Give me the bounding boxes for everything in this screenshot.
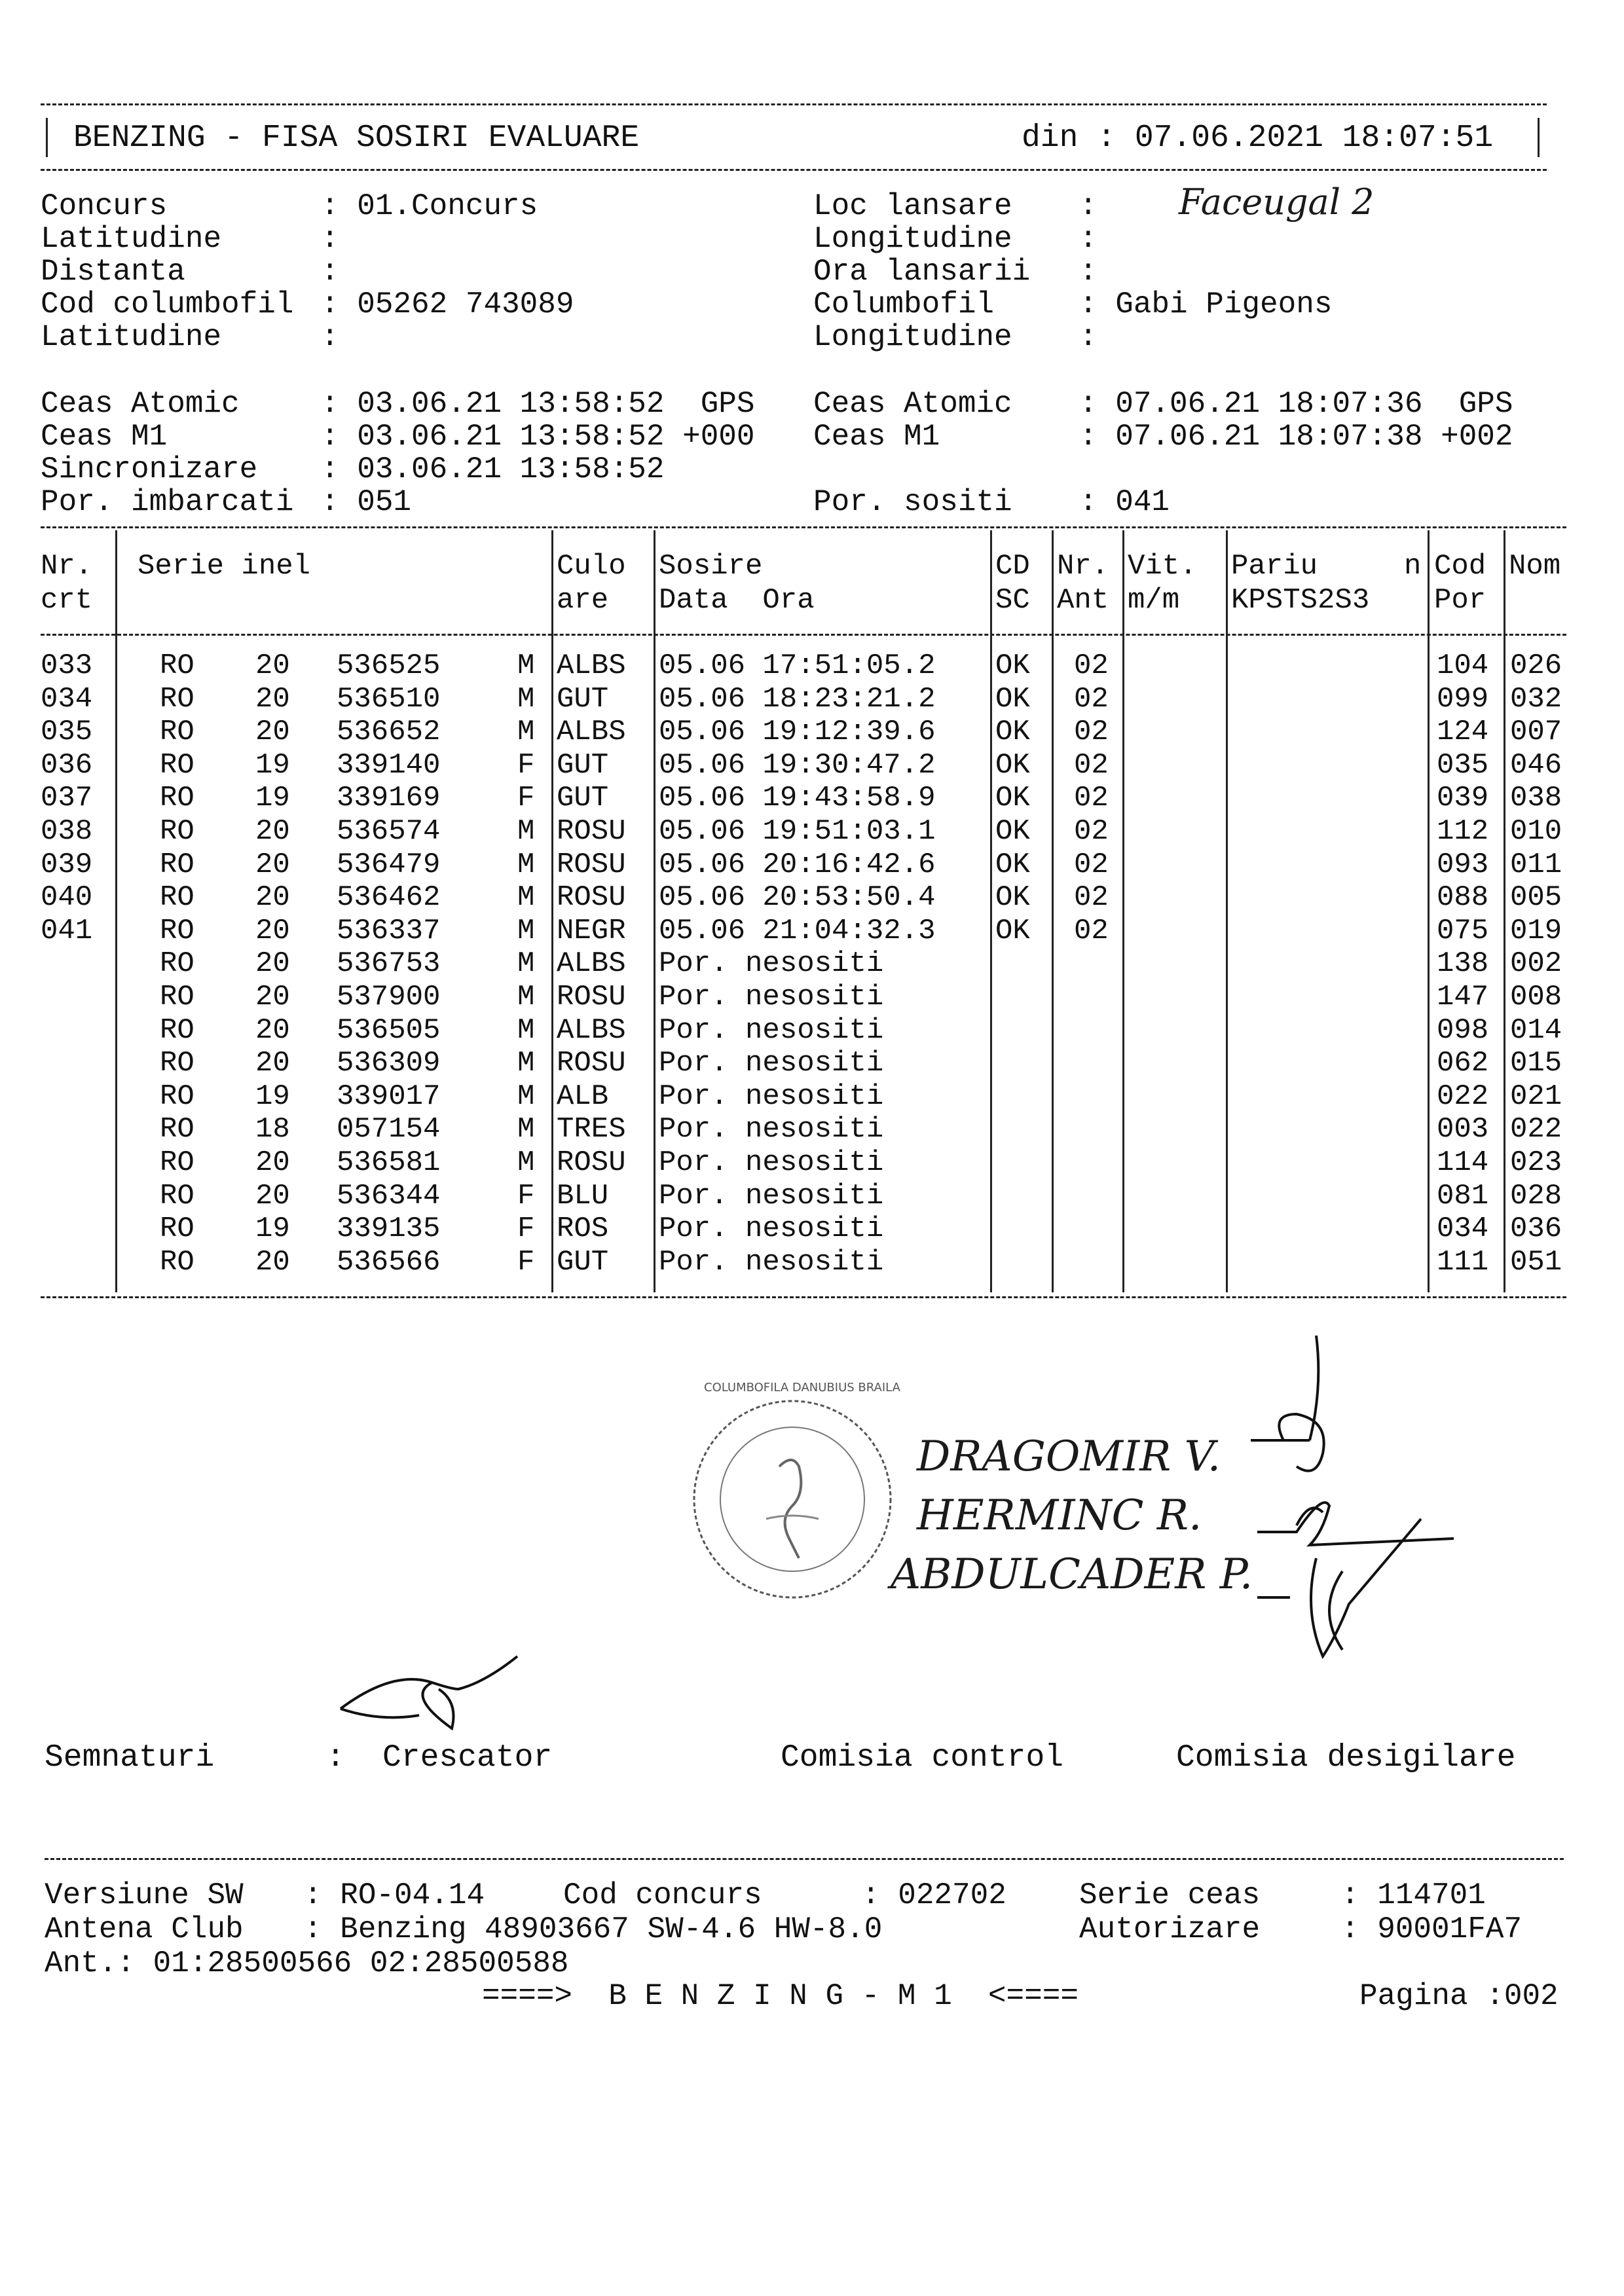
- table-cell-sosire: 05.06 19:12:39.6: [659, 716, 936, 749]
- table-cell-tara: RO: [160, 914, 194, 947]
- table-cell-tara: RO: [160, 1113, 194, 1146]
- table-cell-cod: 112: [1437, 815, 1489, 848]
- table-header-nr-line2: crt: [41, 584, 93, 617]
- clock-value-atomic-end: : 07.06.21 18:07:36 GPS: [1079, 387, 1513, 421]
- table-cell-nom: 036: [1510, 1212, 1562, 1246]
- table-cell-nr: 037: [41, 782, 93, 815]
- table-cell-culoare: GUT: [557, 782, 609, 815]
- table-cell-ant: 02: [1074, 815, 1109, 848]
- table-cell-serie: 536525: [337, 649, 441, 682]
- table-cell-serie: 536510: [337, 682, 441, 716]
- table-cell-serie: 536462: [337, 881, 441, 915]
- table-cell-culoare: ROS: [557, 1212, 609, 1246]
- table-cell-nom: 008: [1510, 981, 1562, 1013]
- table-cell-ant: 02: [1074, 782, 1109, 815]
- table-cell-ant: 02: [1074, 682, 1109, 716]
- table-cell-nr: 039: [41, 848, 93, 881]
- table-cell-an: 19: [255, 748, 290, 782]
- clock-label-sositi: Por. sositi: [813, 485, 1012, 519]
- table-cell-an: 20: [255, 947, 290, 981]
- table-cell-culoare: ROSU: [557, 848, 626, 881]
- table-cell-an: 20: [255, 981, 290, 1013]
- table-cell-ant: 02: [1074, 716, 1109, 749]
- table-cell-serie: 339017: [337, 1080, 441, 1113]
- table-header-cd-line2: SC: [995, 584, 1030, 617]
- table-cell-serie: 339135: [337, 1212, 441, 1246]
- footer-versiune-label: Versiune SW: [45, 1878, 244, 1912]
- signatures-label: Semnaturi: [45, 1740, 215, 1776]
- table-cell-tara: RO: [160, 1212, 194, 1246]
- stamp-text: COLUMBOFILA DANUBIUS BRAILA: [704, 1381, 900, 1394]
- table-cell-sex: M: [517, 1080, 535, 1113]
- table-cell-culoare: ROSU: [557, 1146, 626, 1179]
- table-cell-cod: 099: [1437, 682, 1489, 716]
- table-cell-sosire: Por. nesositi: [659, 1113, 884, 1146]
- table-cell-nom: 022: [1510, 1113, 1562, 1146]
- table-cell-sosire: Por. nesositi: [659, 981, 884, 1013]
- table-cell-serie: 536344: [337, 1179, 441, 1212]
- table-cell-culoare: ROSU: [557, 815, 626, 848]
- table-cell-culoare: NEGR: [557, 914, 626, 947]
- table-cell-nom: 002: [1510, 947, 1562, 981]
- table-cell-sex: M: [517, 947, 535, 981]
- table-cell-tara: RO: [160, 947, 194, 981]
- info-value-cod-columbofil: : 05262 743089: [321, 287, 574, 321]
- header-right-border: [1538, 118, 1540, 157]
- footer-antena-value: : Benzing 48903667 SW-4.6 HW-8.0: [304, 1912, 883, 1946]
- commission-name-1: DRAGOMIR V.: [917, 1432, 1221, 1481]
- table-cell-nom: 032: [1510, 682, 1562, 716]
- clock-value-sincronizare: : 03.06.21 13:58:52: [321, 452, 665, 486]
- table-cell-cod: 147: [1437, 981, 1489, 1013]
- table-header-sosire-line1: Sosire: [659, 550, 763, 583]
- footer-ant-line: Ant.: 01:28500566 02:28500588: [45, 1946, 569, 1980]
- table-cell-cd: OK: [995, 881, 1030, 915]
- table-cell-an: 20: [255, 682, 290, 716]
- commission-name-3: ABDULCADER P.: [891, 1550, 1253, 1599]
- info-value-columbofil: : Gabi Pigeons: [1079, 287, 1333, 321]
- table-cell-cd: OK: [995, 716, 1030, 749]
- footer-serie-ceas-value: : 114701: [1341, 1878, 1486, 1912]
- table-header-sosire-line2: Data Ora: [659, 584, 815, 617]
- info-value-longitudine-2: :: [1079, 320, 1098, 354]
- table-header-culo-line2: are: [557, 584, 609, 617]
- table-cell-an: 19: [255, 1212, 290, 1246]
- clock-value-atomic-start: : 03.06.21 13:58:52 GPS: [321, 387, 755, 421]
- table-cell-cod: 104: [1437, 649, 1489, 682]
- table-cell-serie: 536753: [337, 947, 441, 981]
- table-cell-cod: 088: [1437, 881, 1489, 915]
- table-cell-nom: 038: [1510, 782, 1562, 815]
- table-cell-an: 19: [255, 1080, 290, 1113]
- table-cell-an: 20: [255, 1146, 290, 1179]
- table-cell-sosire: 05.06 19:43:58.9: [659, 782, 936, 815]
- table-cell-an: 18: [255, 1113, 290, 1146]
- table-cell-tara: RO: [160, 815, 194, 848]
- table-cell-nr: 035: [41, 716, 93, 749]
- handwritten-location: Faceugal 2: [1179, 181, 1375, 223]
- table-cell-tara: RO: [160, 881, 194, 915]
- footer-cod-concurs-label: Cod concurs: [563, 1878, 762, 1912]
- table-cell-sex: M: [517, 716, 535, 749]
- table-cell-nom: 021: [1510, 1080, 1562, 1113]
- table-cell-tara: RO: [160, 748, 194, 782]
- table-column-divider: [551, 530, 553, 1292]
- table-cell-tara: RO: [160, 981, 194, 1013]
- table-cell-serie: 339169: [337, 782, 441, 815]
- table-cell-sosire: Por. nesositi: [659, 1013, 884, 1047]
- table-column-divider: [1504, 530, 1505, 1292]
- table-cell-nom: 011: [1510, 848, 1562, 881]
- table-cell-sex: M: [517, 1013, 535, 1047]
- table-cell-tara: RO: [160, 1245, 194, 1279]
- table-header-pariu-line2: KPSTS2S3: [1231, 584, 1370, 617]
- info-label-distanta: Distanta: [41, 255, 185, 289]
- table-cell-an: 20: [255, 649, 290, 682]
- table-cell-serie: 536505: [337, 1013, 441, 1047]
- table-cell-culoare: ALBS: [557, 716, 626, 749]
- footer-antena-label: Antena Club: [45, 1912, 244, 1946]
- info-value-latitudine-2: :: [321, 320, 339, 354]
- table-header-culo-line1: Culo: [557, 550, 626, 583]
- table-cell-culoare: BLU: [557, 1179, 609, 1212]
- table-cell-tara: RO: [160, 1080, 194, 1113]
- table-cell-tara: RO: [160, 1047, 194, 1080]
- table-column-divider: [1226, 530, 1228, 1292]
- signature-comisia-control: Comisia control: [781, 1740, 1064, 1776]
- table-cell-cod: 035: [1437, 748, 1489, 782]
- table-cell-sex: M: [517, 848, 535, 881]
- table-header-cd-line1: CD: [995, 550, 1030, 583]
- table-cell-an: 20: [255, 914, 290, 947]
- table-cell-tara: RO: [160, 782, 194, 815]
- clock-label-atomic-end: Ceas Atomic: [813, 387, 1012, 421]
- table-cell-cod: 003: [1437, 1113, 1489, 1146]
- table-cell-serie: 536309: [337, 1047, 441, 1080]
- footer-rule: [45, 1858, 1564, 1860]
- table-cell-sosire: 05.06 21:04:32.3: [659, 914, 936, 947]
- clock-value-sositi: : 041: [1079, 485, 1170, 519]
- clock-value-m1-end: : 07.06.21 18:07:38 +002: [1079, 420, 1513, 454]
- table-header-serie-line1: Serie inel: [138, 550, 311, 583]
- info-label-longitudine-2: Longitudine: [813, 320, 1012, 354]
- info-label-longitudine: Longitudine: [813, 222, 1012, 256]
- table-cell-sosire: 05.06 18:23:21.2: [659, 682, 936, 716]
- table-cell-cod: 138: [1437, 947, 1489, 981]
- table-cell-sex: M: [517, 1113, 535, 1146]
- commission-signatures: [1244, 1309, 1506, 1676]
- table-cell-ant: 02: [1074, 848, 1109, 881]
- table-cell-ant: 02: [1074, 649, 1109, 682]
- footer-autorizare-value: : 90001FA7: [1341, 1912, 1522, 1946]
- footer-versiune-value: : RO-04.14: [304, 1878, 485, 1912]
- clock-value-m1-start: : 03.06.21 13:58:52 +000: [321, 420, 755, 454]
- table-cell-nom: 026: [1510, 649, 1562, 682]
- clock-label-m1-end: Ceas M1: [813, 420, 940, 454]
- table-cell-cd: OK: [995, 815, 1030, 848]
- table-cell-sosire: 05.06 20:16:42.6: [659, 848, 936, 881]
- table-cell-serie: 536337: [337, 914, 441, 947]
- table-cell-culoare: ALB: [557, 1080, 609, 1113]
- table-cell-nr: 036: [41, 748, 93, 782]
- info-label-concurs: Concurs: [41, 189, 168, 223]
- table-cell-sosire: Por. nesositi: [659, 1212, 884, 1246]
- table-cell-cod: 124: [1437, 716, 1489, 749]
- table-cell-culoare: ROSU: [557, 1047, 626, 1080]
- table-cell-nom: 023: [1510, 1146, 1562, 1179]
- breeder-signature: [327, 1643, 537, 1748]
- table-cell-an: 20: [255, 1047, 290, 1080]
- table-cell-cd: OK: [995, 848, 1030, 881]
- table-cell-an: 20: [255, 1013, 290, 1047]
- table-cell-sex: M: [517, 682, 535, 716]
- table-header-ant-line1: Nr.: [1057, 550, 1109, 583]
- table-cell-culoare: TRES: [557, 1113, 626, 1146]
- info-label-latitudine-2: Latitudine: [41, 320, 222, 354]
- table-cell-sosire: Por. nesositi: [659, 1047, 884, 1080]
- table-header-nom-line1: Nom: [1509, 550, 1561, 583]
- table-cell-sex: M: [517, 981, 535, 1013]
- table-cell-cod: 039: [1437, 782, 1489, 815]
- table-cell-cod: 098: [1437, 1013, 1489, 1047]
- table-cell-sex: M: [517, 914, 535, 947]
- table-cell-nr: 033: [41, 649, 93, 682]
- table-column-divider: [115, 530, 117, 1292]
- footer-autorizare-label: Autorizare: [1079, 1912, 1261, 1946]
- table-cell-sosire: Por. nesositi: [659, 947, 884, 981]
- table-cell-culoare: ALBS: [557, 649, 626, 682]
- table-cell-tara: RO: [160, 1013, 194, 1047]
- info-label-cod-columbofil: Cod columbofil: [41, 287, 294, 321]
- table-cell-sex: M: [517, 1047, 535, 1080]
- table-cell-an: 20: [255, 881, 290, 915]
- table-header-vit-line2: m/m: [1128, 584, 1180, 617]
- table-cell-an: 20: [255, 1245, 290, 1279]
- table-cell-nr: 040: [41, 881, 93, 915]
- table-cell-culoare: ROSU: [557, 881, 626, 915]
- clock-value-imbarcati: : 051: [321, 485, 412, 519]
- table-cell-nom: 014: [1510, 1013, 1562, 1047]
- table-cell-nom: 046: [1510, 748, 1562, 782]
- table-cell-nom: 010: [1510, 815, 1562, 848]
- club-stamp: [681, 1388, 904, 1611]
- table-cell-serie: 536479: [337, 848, 441, 881]
- table-cell-serie: 537900: [337, 981, 441, 1013]
- sheet-date: din : 07.06.2021 18:07:51: [1022, 120, 1494, 156]
- table-cell-an: 20: [255, 815, 290, 848]
- header-left-border: [46, 118, 48, 157]
- table-cell-sex: F: [517, 782, 535, 815]
- table-header-rule: [41, 634, 1566, 636]
- signature-crescator: Crescator: [382, 1740, 553, 1776]
- table-column-divider: [1428, 530, 1430, 1292]
- table-cell-serie: 536652: [337, 716, 441, 749]
- table-cell-serie: 536574: [337, 815, 441, 848]
- header-bottom-rule: [41, 169, 1547, 171]
- table-cell-culoare: ALBS: [557, 1013, 626, 1047]
- table-cell-cd: OK: [995, 914, 1030, 947]
- table-cell-sosire: 05.06 19:30:47.2: [659, 748, 936, 782]
- table-cell-cod: 114: [1437, 1146, 1489, 1179]
- table-cell-sex: M: [517, 815, 535, 848]
- table-cell-sosire: Por. nesositi: [659, 1080, 884, 1113]
- table-cell-cd: OK: [995, 649, 1030, 682]
- table-cell-nom: 007: [1510, 716, 1562, 749]
- footer-pagina: Pagina :002: [1359, 1979, 1559, 2013]
- table-cell-cod: 111: [1437, 1245, 1489, 1279]
- table-cell-nom: 028: [1510, 1179, 1562, 1212]
- info-value-loc-lansare: :: [1079, 189, 1098, 223]
- table-cell-sex: F: [517, 1179, 535, 1212]
- info-value-concurs: : 01.Concurs: [321, 189, 538, 223]
- table-cell-sosire: 05.06 19:51:03.1: [659, 815, 936, 848]
- table-header-nr-line1: Nr.: [41, 550, 93, 583]
- table-header-cod-line1: Cod: [1434, 550, 1486, 583]
- table-cell-culoare: GUT: [557, 682, 609, 716]
- info-value-latitudine: :: [321, 222, 339, 256]
- table-cell-tara: RO: [160, 682, 194, 716]
- commission-name-2: HERMINC R.: [917, 1491, 1202, 1540]
- clock-label-imbarcati: Por. imbarcati: [41, 485, 294, 519]
- info-value-distanta: :: [321, 255, 339, 289]
- table-cell-nr: 034: [41, 682, 93, 716]
- table-cell-nr: 038: [41, 815, 93, 848]
- table-cell-tara: RO: [160, 848, 194, 881]
- table-cell-cod: 081: [1437, 1179, 1489, 1212]
- clock-label-m1-start: Ceas M1: [41, 420, 168, 454]
- footer-serie-ceas-label: Serie ceas: [1079, 1878, 1261, 1912]
- table-cell-sosire: 05.06 20:53:50.4: [659, 881, 936, 915]
- info-value-ora-lansarii: :: [1079, 255, 1098, 289]
- signatures-colon: :: [326, 1740, 345, 1776]
- table-cell-sosire: Por. nesositi: [659, 1146, 884, 1179]
- table-cell-nom: 005: [1510, 881, 1562, 915]
- table-cell-tara: RO: [160, 716, 194, 749]
- table-cell-sex: F: [517, 1245, 535, 1279]
- table-column-divider: [990, 530, 992, 1292]
- table-cell-sosire: Por. nesositi: [659, 1245, 884, 1279]
- signature-comisia-desigilare: Comisia desigilare: [1176, 1740, 1516, 1776]
- table-cell-cd: OK: [995, 748, 1030, 782]
- table-header-pariu-line1: Pariu n: [1231, 550, 1422, 583]
- table-cell-culoare: ROSU: [557, 981, 626, 1013]
- table-cell-sosire: Por. nesositi: [659, 1179, 884, 1212]
- table-cell-nom: 051: [1510, 1245, 1562, 1279]
- table-cell-culoare: GUT: [557, 1245, 609, 1279]
- table-cell-an: 20: [255, 1179, 290, 1212]
- table-cell-cod: 022: [1437, 1080, 1489, 1113]
- table-cell-sex: F: [517, 748, 535, 782]
- table-top-rule: [41, 526, 1566, 528]
- info-label-ora-lansarii: Ora lansarii: [813, 255, 1031, 289]
- table-cell-sosire: 05.06 17:51:05.2: [659, 649, 936, 682]
- table-cell-nr: 041: [41, 914, 93, 947]
- info-value-longitudine: :: [1079, 222, 1098, 256]
- table-column-divider: [654, 530, 655, 1292]
- table-cell-sex: F: [517, 1212, 535, 1246]
- table-column-divider: [1122, 530, 1124, 1292]
- table-cell-tara: RO: [160, 649, 194, 682]
- info-label-latitudine: Latitudine: [41, 222, 222, 256]
- table-cell-culoare: GUT: [557, 748, 609, 782]
- table-cell-cd: OK: [995, 782, 1030, 815]
- table-cell-cod: 034: [1437, 1212, 1489, 1246]
- table-cell-nom: 019: [1510, 914, 1562, 947]
- table-cell-serie: 536566: [337, 1245, 441, 1279]
- table-cell-cod: 062: [1437, 1047, 1489, 1080]
- table-bottom-rule: [41, 1296, 1566, 1298]
- header-top-rule: [41, 103, 1547, 105]
- footer-brand-line: ====> B E N Z I N G - M 1 <====: [482, 1979, 1079, 2013]
- footer-cod-concurs-value: : 022702: [862, 1878, 1006, 1912]
- table-cell-sex: M: [517, 881, 535, 915]
- table-cell-serie: 057154: [337, 1113, 441, 1146]
- clock-label-atomic-start: Ceas Atomic: [41, 387, 240, 421]
- table-cell-tara: RO: [160, 1179, 194, 1212]
- info-label-columbofil: Columbofil: [813, 287, 995, 321]
- table-header-vit-line1: Vit.: [1128, 550, 1197, 583]
- table-cell-an: 19: [255, 782, 290, 815]
- table-cell-serie: 536581: [337, 1146, 441, 1179]
- sheet-title: BENZING - FISA SOSIRI EVALUARE: [73, 120, 640, 156]
- table-cell-nom: 015: [1510, 1047, 1562, 1080]
- table-column-divider: [1052, 530, 1054, 1292]
- table-cell-cd: OK: [995, 682, 1030, 716]
- table-cell-culoare: ALBS: [557, 947, 626, 981]
- table-header-ant-line2: Ant: [1057, 584, 1109, 617]
- table-cell-serie: 339140: [337, 748, 441, 782]
- table-cell-ant: 02: [1074, 914, 1109, 947]
- table-cell-ant: 02: [1074, 748, 1109, 782]
- table-cell-sex: M: [517, 1146, 535, 1179]
- table-cell-an: 20: [255, 716, 290, 749]
- table-cell-sex: M: [517, 649, 535, 682]
- table-cell-tara: RO: [160, 1146, 194, 1179]
- table-cell-ant: 02: [1074, 881, 1109, 915]
- clock-label-sincronizare: Sincronizare: [41, 452, 258, 486]
- info-label-loc-lansare: Loc lansare: [813, 189, 1012, 223]
- table-cell-an: 20: [255, 848, 290, 881]
- table-header-cod-line2: Por: [1434, 584, 1486, 617]
- table-cell-cod: 075: [1437, 914, 1489, 947]
- table-cell-cod: 093: [1437, 848, 1489, 881]
